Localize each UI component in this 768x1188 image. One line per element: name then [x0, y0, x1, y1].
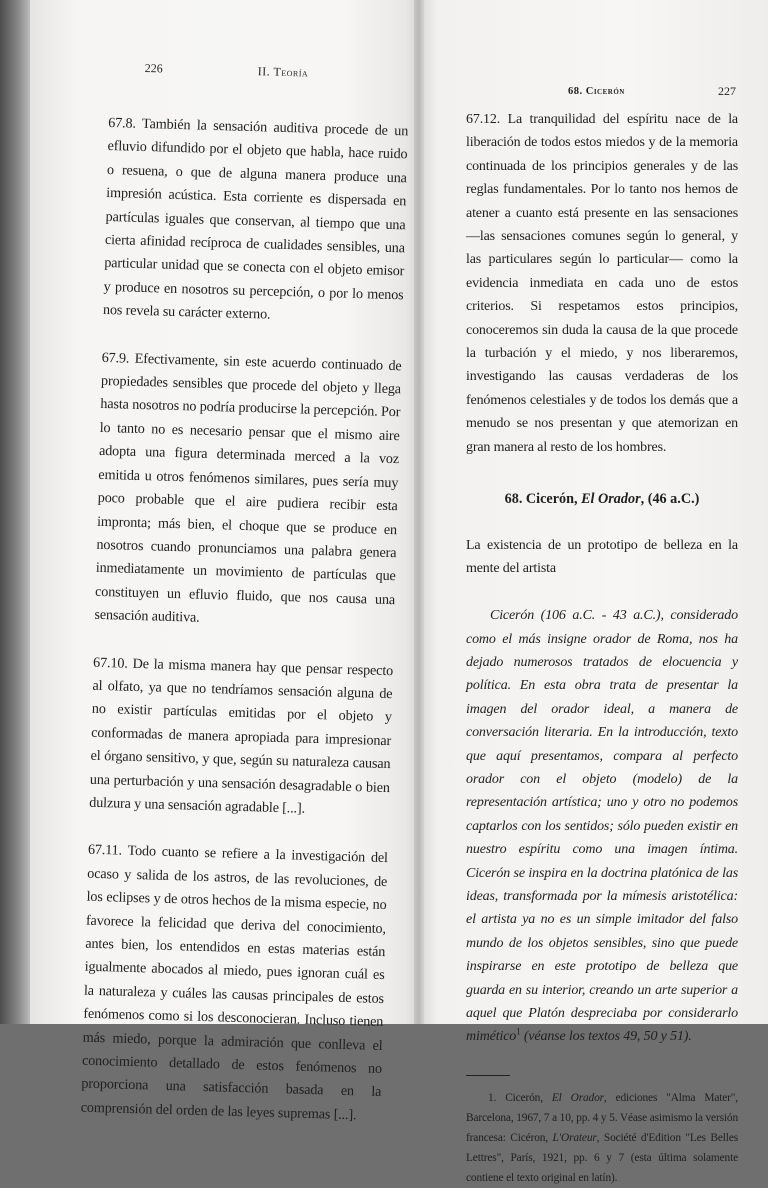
page-number-right: 227: [718, 84, 736, 98]
paragraph-67-10: 67.10. De la misma manera hay que pensar respecto al olfato, ya que no tendríamos sensación alguna de no existir partículas emitidas por el objeto y conformadas de manera apropiada para impresionar el órgano sensitivo, y que, según su naturaleza causan una perturbación y una sensación desagradable o bien dulzura y una sensación agradable [...].: [89, 654, 394, 817]
intro-text: Cicerón (106 a.C. - 43 a.C.), considerado como el más insigne orador de Roma, nos ha dejado numerosos tratados de elocuencia y política. En esta obra trata de presentar la imagen del orador ideal, a manera de conversación literaria. En la introducción, texto que aquí presentamos, compara al perfecto orador con el objeto (modelo) de la representación artística; uno y otro no podemos captarlos con los sentidos; sólo pueden existir en nuestro espíritu como una imagen íntima. Cicerón se inspira en la doctrina platónica de las ideas, transformada por la mímesis aristotélica: el artista ya no es un simple imitador del falso mundo de los objetos sensibles, sino que puede inspirarse en este prototipo de belleza que guarda en su interior, creando un arte superior a aquel que Platón despreciaba por considerarlo mimético: [466, 608, 738, 1045]
section-heading-suffix: , (46 a.C.): [640, 491, 700, 508]
footnote-middle: , ediciones "Alma Mater", Barcelona, 1967, 7 a 10, pp. 4 y 5. Véase asimismo la versión francesa: Cicéron,: [466, 1091, 738, 1144]
paragraph-67-11: 67.11. Todo cuanto se refiere a la investigación del ocaso y salida de los astros, de las revoluciones, de los eclipses y de otros hechos de la misma especie, no favorece la felicidad que deriva del conocimiento, antes bien, los entendidos en estas materias están igualmente abocados al miedo, pues ignoran cuál es la naturaleza y cuáles las causas principales de estos fenómenos como si los desconocieran. Incluso tienen más miedo, porque la admiración que conlleva el conocimiento detallado de estos fenómenos no proporciona una satisfacción basada en la comprensión del orden de las leyes supremas [...].: [80, 842, 389, 1124]
right-page-content: [466, 78, 738, 1188]
section-introduction: [466, 604, 738, 1049]
section-heading: [466, 491, 738, 508]
book-gutter: [414, 0, 424, 1024]
footnote-mark: 1: [516, 1026, 521, 1037]
footnote-tail: , Société d'Edition "Les Belles Lettres", París, 1921, pp. 6 y 7 (esta última solamente contiene el texto original en latín).: [466, 1131, 739, 1184]
footnote-rule: [466, 1075, 510, 1076]
intro-tail: (véanse los textos 49, 50 y 51).: [520, 1029, 692, 1045]
footnote-1: [466, 1088, 738, 1188]
scan-edge-shadow: [0, 0, 34, 1024]
left-page-content: [80, 60, 410, 1152]
running-title-right: 68. Cicerón: [568, 86, 625, 97]
running-title-left: II. Teoría: [257, 64, 309, 80]
paragraph-67-9: 67.9. Efectivamente, sin este acuerdo continuado de propiedades sensibles que procede del objeto y llega hasta nosotros no podría producirse la percepción. Por lo tanto no es necesario pensar que el mismo aire adopta una figura determinada merced a la voz emitida u otros fenómenos similares, pues sería muy poco probable que el aire pudiera recibir esta impronta; más bien, el choque que se produce en nosotros cuando pronunciamos una palabra genera inmediatamente un movimiento de partículas que constituyen un efluvio fluido, que nos causa una sensación auditiva.: [94, 349, 402, 626]
right-running-head: [466, 78, 738, 108]
footnote-lead: 1. Cicerón,: [488, 1091, 552, 1104]
section-subtitle: La existencia de un prototipo de belleza en la mente del artista: [466, 538, 738, 577]
footnote-work: El Orador: [551, 1091, 604, 1104]
paragraph-67-8: 67.8. También la sensación auditiva procede de un efluvio difundido por el objeto que habla, hace ruido o resuena, o que de alguna manera produce una impresión acústica. Esta corriente es dispersada en partículas iguales que conservan, al tiempo que una cierta afinidad recíproca de cualidades sensibles, una particular unidad que se conecta con el objeto emisor y produce en nosotros su percepción, o por lo menos nos revela su carácter externo.: [102, 114, 409, 323]
section-heading-prefix: 68. Cicerón,: [504, 491, 582, 508]
page-number-left: 226: [144, 60, 163, 76]
footnote-work-fr: L'Orateur: [552, 1131, 597, 1144]
paragraph-67-12: 67.12. La tranquilidad del espíritu nace de la liberación de todos estos miedos y de la memoria continuada de los principios generales y de las reglas fundamentales. Por lo tanto nos hemos de atener a cuanto está presente en las sensaciones —las sensaciones comunes según lo general, y las particulares según lo particular— como la evidencia inmediata en cada uno de estos criterios. Si respetamos estos principios, conoceremos sin duda la causa de la que procede la turbación y el miedo, y nos liberaremos, investigando las causas verdaderas de los fenómenos celestiales y de todos los demás que a menudo se nos presentan y que atemorizan en gran manera al resto de los hombres.: [466, 112, 738, 455]
section-heading-work: El Orador: [581, 491, 641, 508]
